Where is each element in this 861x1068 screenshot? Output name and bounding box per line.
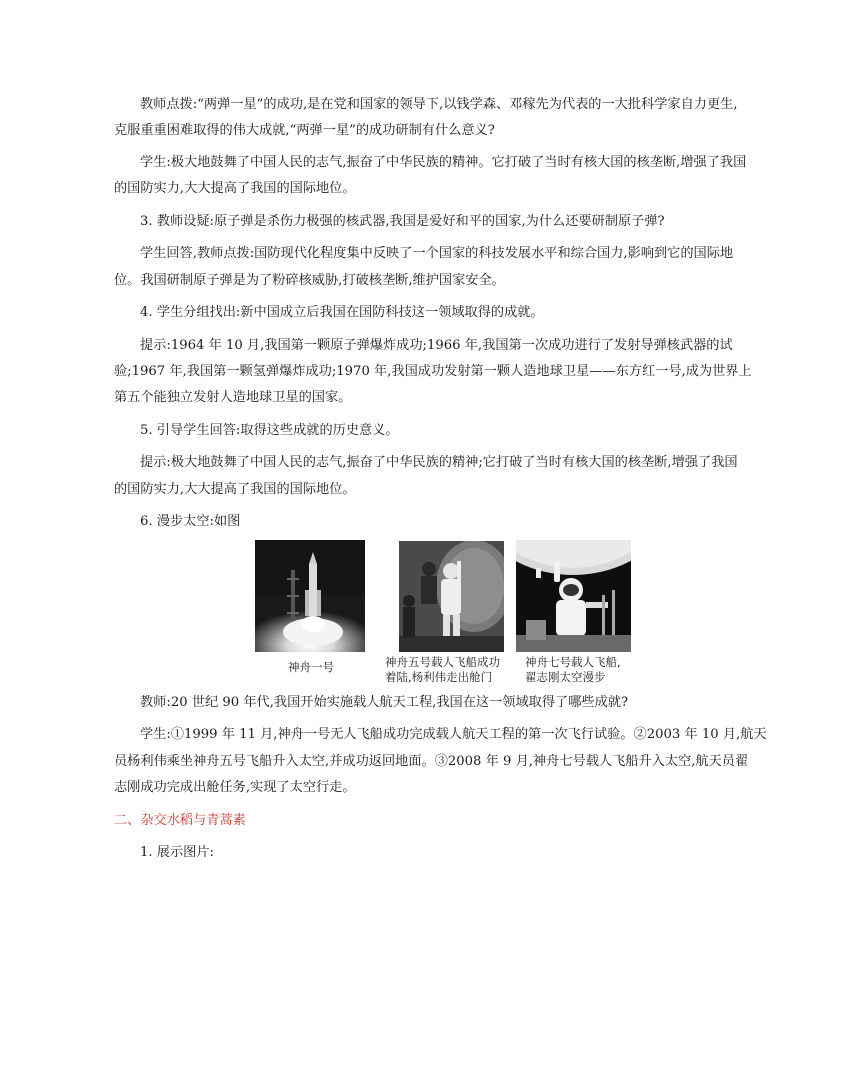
paragraph-answer-3-line1: 学生回答,教师点拨:国防现代化程度集中反映了一个国家的科技发展水平和综合国力,影响到它的国际地 <box>140 246 734 261</box>
fig2-caption-line1: 神舟五号载人飞船成功 <box>385 655 500 669</box>
paragraph-hint-4-line1: 提示:1964 年 10 月,我国第一颗原子弹爆炸成功;1966 年,我国第一次成功进行了发射导弹核武器的试 <box>140 338 733 353</box>
shenzhou5-landing-photo <box>399 541 504 652</box>
paragraph-teacher-hint-line1: 教师点拨:“两弹一星”的成功,是在党和国家的领导下,以钱学森、邓稼先为代表的一大批科学家自力更生, <box>140 97 738 112</box>
paragraph-item-6: 6. 漫步太空:如图 <box>140 514 241 529</box>
paragraph-teacher-question-space: 教师:20 世纪 90 年代,我国开始实施载人航天工程,我国在这一领域取得了哪些成就? <box>140 695 629 710</box>
paragraph-student-answer-line2: 的国防实力,大大提高了我国的国际地位。 <box>114 181 356 196</box>
paragraph-hint-4-line2: 验;1967 年,我国第一颗氢弹爆炸成功;1970 年,我国成功发射第一颗人造地球卫星——东方红一号,成为世界上 <box>114 364 752 379</box>
paragraph-question-4: 4. 学生分组找出:新中国成立后我国在国防科技这一领域取得的成就。 <box>140 305 544 320</box>
paragraph-hint-4-line3: 第五个能独立发射人造地球卫星的国家。 <box>114 390 352 405</box>
paragraph-student-answer-line1: 学生:极大地鼓舞了中国人民的志气,振奋了中华民族的精神。它打破了当时有核大国的核垄断,增强了我国 <box>140 155 747 170</box>
paragraph-question-3: 3. 教师设疑:原子弹是杀伤力极强的核武器,我国是爱好和平的国家,为什么还要研制原子弹? <box>140 214 665 229</box>
fig3-caption-line1: 神舟七号载人飞船, <box>525 655 621 669</box>
fig1-caption: 神舟一号 <box>288 660 334 674</box>
fig3-caption-line2: 翟志刚太空漫步 <box>525 670 606 684</box>
paragraph-hint-5-line1: 提示:极大地鼓舞了中国人民的志气,振奋了中华民族的精神;它打破了当时有核大国的核垄断,增强了我国 <box>140 455 738 470</box>
paragraph-answer-3-line2: 位。我国研制原子弹是为了粉碎核威胁,打破核垄断,维护国家安全。 <box>114 273 505 288</box>
shenzhou1-launch-photo <box>255 540 365 652</box>
fig2-caption-line2: 着陆,杨利伟走出舱门 <box>385 670 493 684</box>
section-heading-2: 二、杂交水稻与青蒿素 <box>114 813 246 828</box>
paragraph-show-pictures: 1. 展示图片: <box>140 845 214 860</box>
paragraph-student-space-line1: 学生:①1999 年 11 月,神舟一号无人飞船成功完成载人航天工程的第一次飞行试验。②2003 年 10 月,航天 <box>140 727 767 742</box>
paragraph-student-space-line3: 志刚成功完成出舱任务,实现了太空行走。 <box>114 780 356 795</box>
rocket-launch-image <box>255 540 365 652</box>
astronaut-landing-image <box>399 541 504 652</box>
spacewalk-image <box>516 540 631 652</box>
shenzhou7-spacewalk-photo <box>516 540 631 652</box>
paragraph-teacher-hint-line2: 克服重重困难取得的伟大成就,“两弹一星”的成功研制有什么意义? <box>114 123 495 138</box>
paragraph-question-5: 5. 引导学生回答:取得这些成就的历史意义。 <box>140 423 399 438</box>
paragraph-student-space-line2: 员杨利伟乘坐神舟五号飞船升入太空,并成功返回地面。③2008 年 9 月,神舟七号载人飞船升入太空,航天员翟 <box>114 754 749 769</box>
paragraph-hint-5-line2: 的国防实力,大大提高了我国的国际地位。 <box>114 482 356 497</box>
